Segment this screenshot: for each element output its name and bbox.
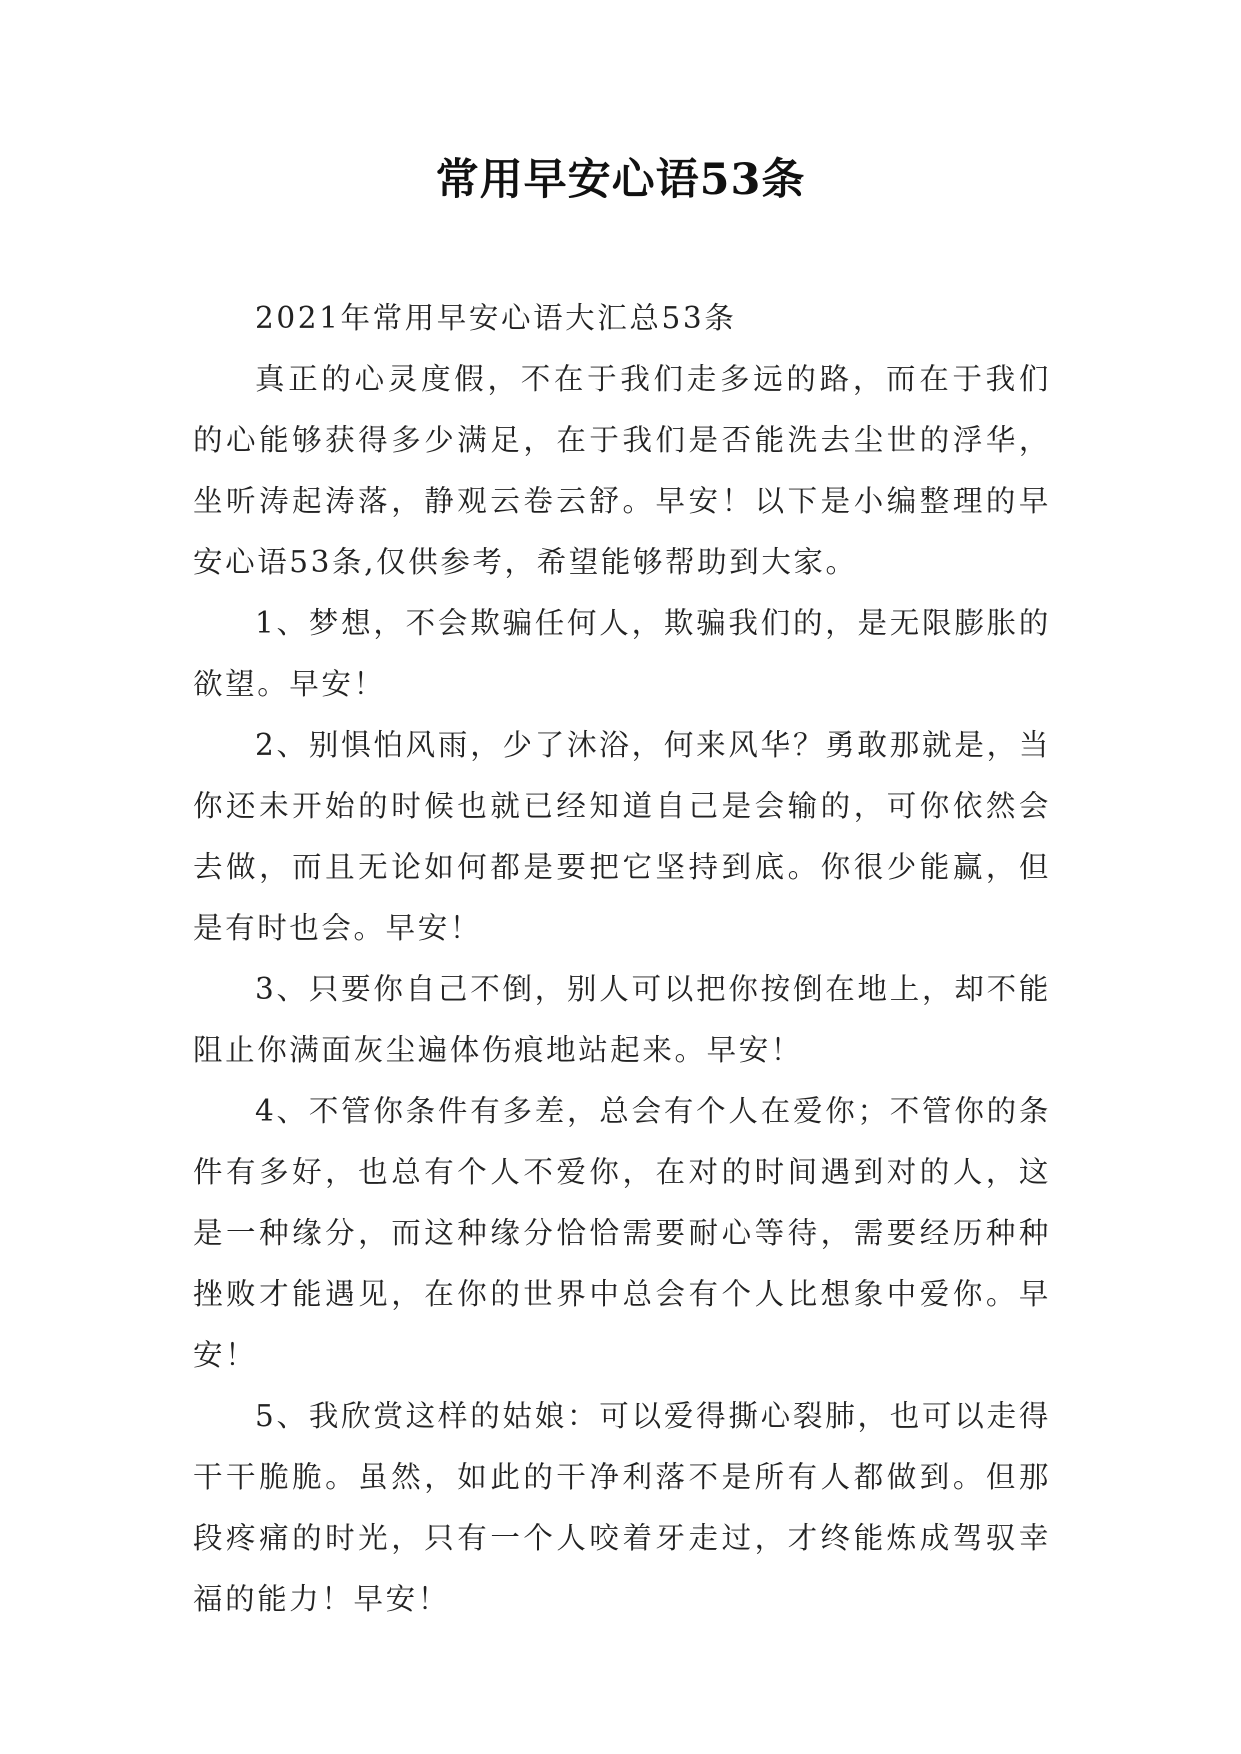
subtitle-paragraph: 2021年常用早安心语大汇总53条 [255,301,737,335]
document-body [193,288,1051,1630]
list-item-3: 3、只要你自己不倒，别人可以把你按倒在地上，却不能阻止你满面灰尘遍体伤痕地站起来。早安！ [193,972,1051,1067]
intro-paragraph: 真正的心灵度假，不在于我们走多远的路，而在于我们的心能够获得多少满足，在于我们是否能洗去尘世的浮华，坐听涛起涛落，静观云卷云舒。早安！以下是小编整理的早安心语53条,仅供参考，希望能够帮助到大家。 [193,362,1051,579]
list-item-1: 1、梦想，不会欺骗任何人，欺骗我们的，是无限膨胀的欲望。早安！ [193,606,1051,701]
list-item-5: 5、我欣赏这样的姑娘：可以爱得撕心裂肺，也可以走得干干脆脆。虽然，如此的干净利落不是所有人都做到。但那段疼痛的时光，只有一个人咬着牙走过，才终能炼成驾驭幸福的能力！早安！ [193,1399,1051,1616]
list-item-2: 2、别惧怕风雨，少了沐浴，何来风华？勇敢那就是，当你还未开始的时候也就已经知道自己是会输的，可你依然会去做，而且无论如何都是要把它坚持到底。你很少能赢，但是有时也会。早安！ [193,728,1051,945]
document-title: 常用早安心语53条 [435,155,806,205]
list-item-4: 4、不管你条件有多差，总会有个人在爱你；不管你的条件有多好，也总有个人不爱你，在对的时间遇到对的人，这是一种缘分，而这种缘分恰恰需要耐心等待，需要经历种种挫败才能遇见，在你的世界中总会有个人比想象中爱你。早安！ [193,1094,1051,1372]
